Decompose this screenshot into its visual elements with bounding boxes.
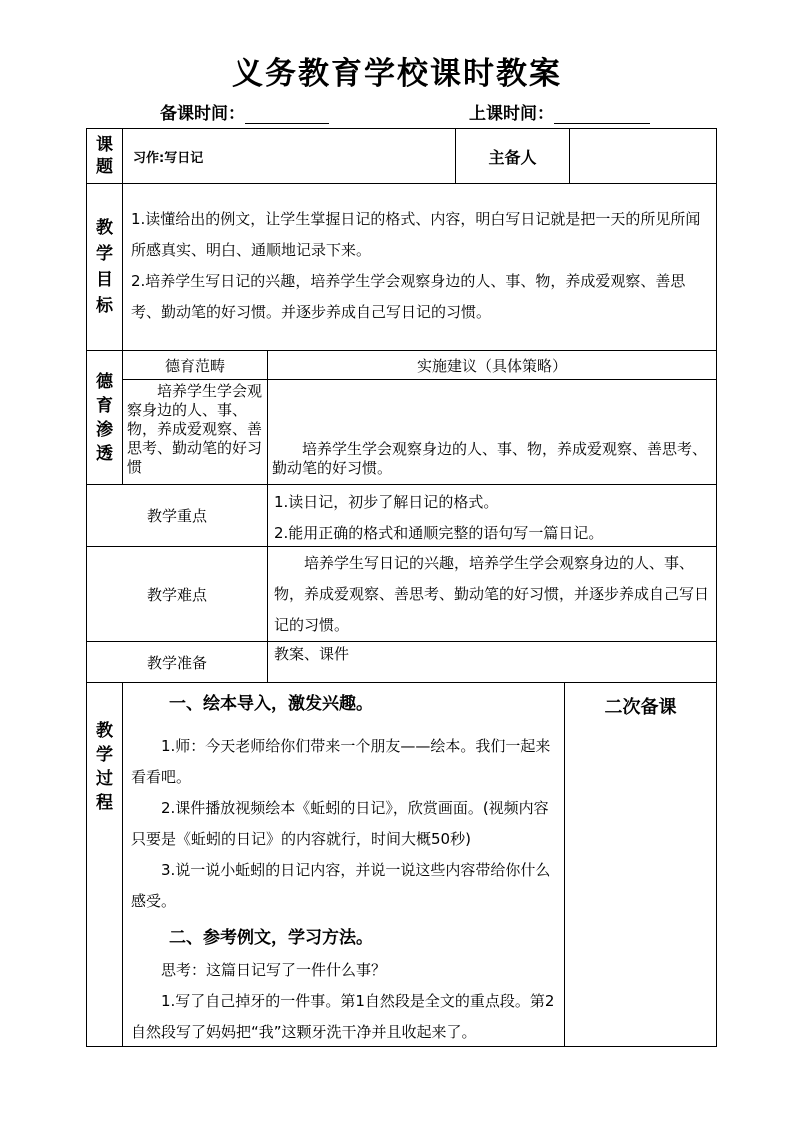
objective-item: 2.培养学生写日记的兴趣，培养学生学会观察身边的人、事、物，养成爱观察、善思考、勤动笔的好习惯。并逐步养成自己写日记的习惯。 bbox=[131, 272, 686, 321]
moral-col2-cell bbox=[267, 379, 717, 485]
objectives-content-cell bbox=[122, 183, 717, 351]
process-label-char: 教 bbox=[96, 721, 113, 741]
moral-col1-cell bbox=[122, 379, 268, 485]
preparation-text: 教案、课件 bbox=[274, 645, 350, 663]
section1-item: 3.说一说小蚯蚓的日记内容，并说一说这些内容带给你什么感受。 bbox=[131, 861, 551, 910]
topic-label-cell bbox=[86, 128, 123, 184]
moral-col1-text: 培养学生学会观察身边的人、事、物，养成爱观察、善思考、勤动笔的好习惯 bbox=[127, 382, 263, 476]
key-points-label-cell bbox=[86, 484, 268, 547]
difficulties-content-cell bbox=[267, 546, 717, 642]
moral-label-cell bbox=[86, 350, 123, 485]
document-title: 义务教育学校课时教案 bbox=[232, 56, 562, 92]
second-prep-cell bbox=[564, 682, 717, 1047]
objectives-label-char: 标 bbox=[96, 296, 113, 316]
preparation-content-cell bbox=[267, 641, 717, 683]
process-label-cell bbox=[86, 682, 123, 1047]
host-label: 主备人 bbox=[488, 147, 537, 167]
class-time-label: 上课时间： bbox=[469, 104, 554, 124]
class-time-field bbox=[469, 99, 650, 124]
section2-question: 思考：这篇日记写了一件什么事？ bbox=[161, 961, 387, 979]
difficulties-text: 培养学生写日记的兴趣，培养学生学会观察身边的人、事、物，养成爱观察、善思考、勤动笔的好习惯，并逐步养成自己写日记的习惯。 bbox=[274, 554, 710, 634]
difficulties-label-cell bbox=[86, 546, 268, 642]
moral-label-char: 德 bbox=[96, 371, 113, 392]
key-points-label: 教学重点 bbox=[146, 507, 207, 525]
key-point-item: 2.能用正确的格式和通顺完整的语句写一篇日记。 bbox=[274, 524, 604, 542]
objective-item: 1.读懂给出的例文，让学生掌握日记的格式、内容，明白写日记就是把一天的所见所闻所感真实、明白、通顺地记录下来。 bbox=[131, 210, 701, 259]
moral-col2-header-cell bbox=[267, 350, 717, 380]
objectives-label-cell bbox=[86, 183, 123, 351]
objectives-label-char: 学 bbox=[96, 244, 113, 264]
moral-col1-header-cell bbox=[122, 350, 268, 380]
host-value-cell[interactable] bbox=[569, 128, 717, 184]
prep-time-label: 备课时间： bbox=[160, 104, 245, 124]
moral-col2-text: 培养学生学会观察身边的人、事、物，养成爱观察、善思考、勤动笔的好习惯。 bbox=[272, 440, 708, 477]
process-label-char: 过 bbox=[96, 769, 113, 789]
key-point-item: 1.读日记，初步了解日记的格式。 bbox=[274, 493, 499, 511]
key-points-content-cell bbox=[267, 484, 717, 547]
objectives-label-char: 目 bbox=[96, 270, 113, 290]
section2-answer: 1.写了自己掉牙的一件事。第1自然段是全文的重点段。第2自然段写了妈妈把“我”这颗牙洗干净并且收起来了。 bbox=[131, 992, 555, 1041]
moral-label-char: 透 bbox=[96, 443, 113, 464]
difficulties-label: 教学难点 bbox=[146, 585, 207, 604]
process-content-cell bbox=[122, 682, 565, 1047]
moral-label-char: 育 bbox=[96, 395, 113, 416]
class-time-blank[interactable] bbox=[554, 105, 650, 124]
moral-col1-header: 德育范畴 bbox=[164, 356, 225, 375]
second-prep-label: 二次备课 bbox=[604, 697, 677, 718]
host-value bbox=[570, 129, 716, 183]
prep-time-field bbox=[160, 99, 329, 124]
topic-value: 习作:写日记 bbox=[133, 150, 204, 166]
host-label-cell bbox=[455, 128, 570, 184]
section1-item: 1.师：今天老师给你们带来一个朋友——绘本。我们一起来看看吧。 bbox=[131, 737, 551, 786]
topic-value-cell bbox=[122, 128, 456, 184]
prep-time-blank[interactable] bbox=[245, 105, 329, 124]
topic-label-char: 课 bbox=[96, 135, 113, 155]
section1-title: 一、绘本导入，激发兴趣。 bbox=[169, 694, 373, 714]
moral-col2-header: 实施建议（具体策略） bbox=[416, 356, 567, 375]
moral-label-char: 渗 bbox=[96, 419, 113, 440]
process-label-char: 程 bbox=[96, 793, 113, 813]
preparation-label-cell bbox=[86, 641, 268, 683]
objectives-label-char: 教 bbox=[96, 218, 113, 238]
topic-label-char: 题 bbox=[96, 157, 113, 177]
section2-title: 二、参考例文，学习方法。 bbox=[169, 928, 373, 948]
preparation-label: 教学准备 bbox=[146, 653, 207, 672]
section1-item: 2.课件播放视频绘本《蚯蚓的日记》，欣赏画面。(视频内容只要是《蚯蚓的日记》的内容就行，时间大概50秒) bbox=[131, 799, 549, 848]
process-label-char: 学 bbox=[96, 745, 113, 765]
